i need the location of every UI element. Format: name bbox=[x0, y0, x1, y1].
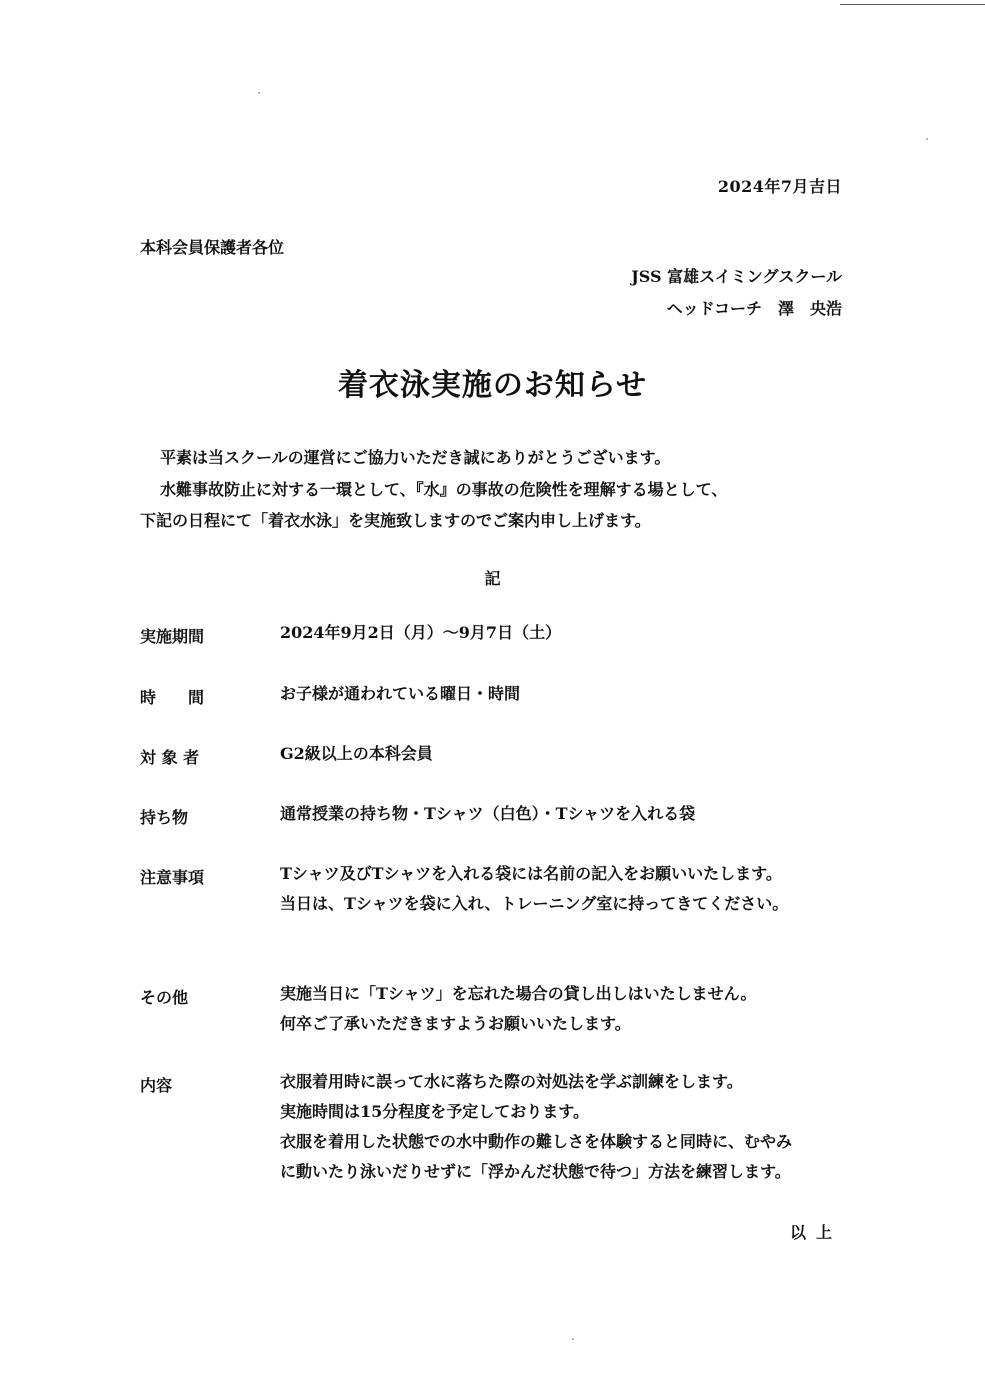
scan-speck bbox=[926, 138, 928, 140]
detail-label-period: 実施期間 bbox=[140, 627, 205, 646]
intro-line: 下記の日程にて「着衣水泳」を実施致しますのでご案内申し上げます。 bbox=[140, 511, 651, 530]
detail-value-belongings bbox=[280, 799, 880, 829]
scan-speck bbox=[258, 92, 260, 94]
intro-line: 平素は当スクールの運営にご協力いただき誠にありがとうございます。 bbox=[160, 448, 671, 467]
detail-label-target: 対 象 者 bbox=[140, 748, 200, 767]
detail-label-time: 時 間 bbox=[140, 688, 205, 707]
intro-line: 水難事故防止に対する一環として、『水』の事故の危険性を理解する場として、 bbox=[160, 480, 728, 499]
detail-value-time bbox=[280, 679, 880, 709]
detail-value-target bbox=[280, 739, 880, 769]
detail-line: 当日は、Tシャツを袋に入れ、トレーニング室に持ってきてください。 bbox=[280, 894, 789, 913]
detail-line: G2級以上の本科会員 bbox=[280, 744, 433, 763]
detail-label-notes: 注意事項 bbox=[140, 868, 205, 887]
document-title: 着衣泳実施のお知らせ bbox=[337, 368, 648, 403]
detail-line: お子様が通われている曜日・時間 bbox=[280, 684, 521, 703]
detail-line: 2024年9月2日（月）～9月7日（土） bbox=[280, 623, 562, 642]
detail-line: に動いたり泳いだりせずに「浮かんだ状態で待つ」方法を練習します。 bbox=[280, 1162, 791, 1181]
detail-value-content bbox=[280, 1067, 880, 1187]
detail-line: 通常授業の持ち物・Tシャツ（白色）・Tシャツを入れる袋 bbox=[280, 804, 696, 823]
detail-label-belongings: 持ち物 bbox=[140, 808, 189, 827]
detail-value-notes bbox=[280, 859, 880, 919]
closing-remark: 以上 bbox=[789, 1223, 842, 1242]
scan-edge-line bbox=[840, 4, 985, 5]
ki-heading: 記 bbox=[484, 569, 501, 588]
detail-line: 衣服を着用した状態での水中動作の難しさを体験すると同時に、むやみ bbox=[280, 1132, 793, 1151]
detail-value-period bbox=[280, 618, 880, 648]
detail-line: 実施当日に「Tシャツ」を忘れた場合の貸し出しはいたしません。 bbox=[280, 984, 757, 1003]
detail-line: Tシャツ及びTシャツを入れる袋には名前の記入をお願いいたします。 bbox=[280, 864, 782, 883]
detail-label-content: 内容 bbox=[140, 1076, 173, 1095]
detail-label-other: その他 bbox=[140, 988, 189, 1007]
scan-speck bbox=[572, 1338, 574, 1340]
document-date: 2024年7月吉日 bbox=[717, 177, 842, 196]
detail-line: 衣服着用時に誤って水に落ちた際の対処法を学ぶ訓練をします。 bbox=[280, 1072, 743, 1091]
detail-value-other bbox=[280, 979, 880, 1039]
addressee: 本科会員保護者各位 bbox=[140, 238, 285, 257]
detail-line: 実施時間は15分程度を予定しております。 bbox=[280, 1102, 589, 1121]
sender-organization: JSS 富雄スイミングスクール bbox=[631, 267, 842, 286]
detail-line: 何卒ご了承いただきますようお願いいたします。 bbox=[280, 1014, 631, 1033]
sender-author: ヘッドコーチ 澤 央浩 bbox=[666, 299, 842, 318]
